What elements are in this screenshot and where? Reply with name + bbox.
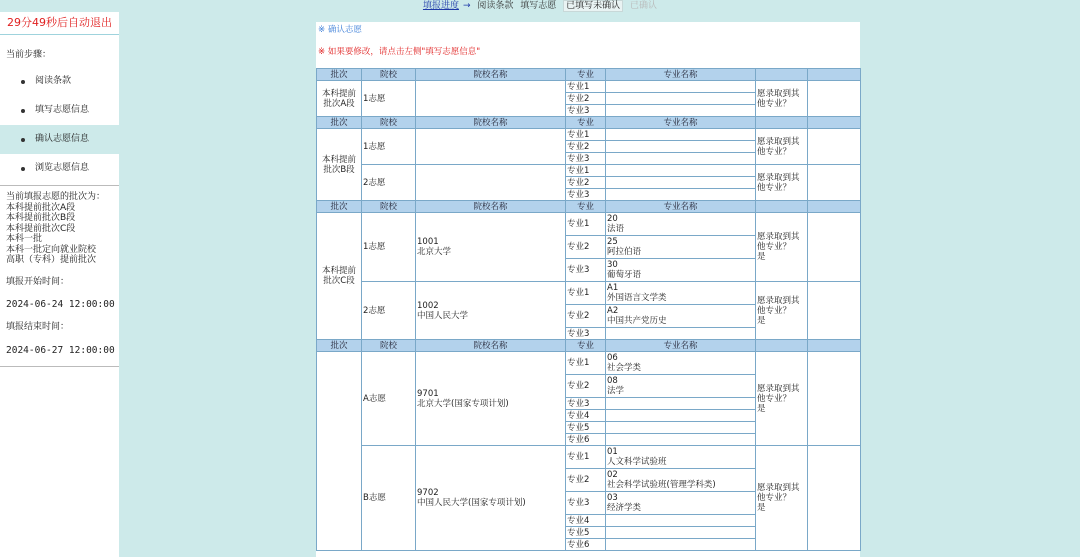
end-time-value: 2024-06-27 12:00:00 — [6, 344, 115, 356]
school-cell — [416, 213, 566, 282]
major-cell — [606, 81, 756, 93]
batch-info-label: 当前填报志愿的批次为： — [6, 192, 106, 202]
bullet-icon — [21, 80, 25, 84]
major-code: 01 — [607, 447, 618, 457]
major-code: 30 — [607, 260, 618, 270]
table-row — [317, 81, 861, 93]
school-name: 北京大学(国家专项计划) — [417, 398, 509, 409]
empty-cell — [808, 213, 861, 282]
major-cell — [606, 422, 756, 434]
school-cell — [416, 81, 566, 117]
empty-cell — [808, 81, 861, 117]
major-label: 专业1 — [566, 213, 606, 236]
major-label: 专业4 — [566, 515, 606, 527]
accept-adjust-question: 愿录取到其他专业？ — [757, 295, 800, 316]
major-label: 专业3 — [566, 153, 606, 165]
major-name: 社会科学试验班(管理学科类) — [607, 480, 716, 490]
major-cell — [606, 375, 756, 398]
table-row — [317, 446, 861, 469]
bullet-icon — [21, 109, 25, 113]
major-name: 法学 — [607, 386, 625, 396]
column-header: 批次 — [317, 117, 362, 129]
major-label: 专业1 — [566, 446, 606, 469]
major-label: 专业1 — [566, 165, 606, 177]
empty-cell — [808, 352, 861, 446]
major-cell — [606, 129, 756, 141]
major-label: 专业3 — [566, 189, 606, 201]
column-header: 专业名称 — [606, 69, 756, 81]
batch-cell: 本科提前批次A段 — [317, 81, 362, 117]
batch-info — [0, 186, 119, 266]
major-name: 中国共产党历史 — [607, 316, 667, 326]
column-header: 院校名称 — [416, 340, 566, 352]
empty-cell — [808, 282, 861, 340]
column-header: 批次 — [317, 340, 362, 352]
start-time-label: 填报开始时间： — [6, 276, 70, 287]
school-cell — [416, 446, 566, 551]
major-label: 专业6 — [566, 434, 606, 446]
progress-link[interactable]: 填报进度 — [422, 1, 459, 11]
major-name: 葡萄牙语 — [607, 270, 642, 280]
school-code: 9701 — [417, 388, 439, 399]
choice-label: 2志愿 — [362, 165, 416, 201]
column-header: 专业名称 — [606, 117, 756, 129]
accept-adjust-question: 愿录取到其他专业？ — [757, 383, 800, 404]
column-header — [808, 340, 861, 352]
sidebar-item-browse-choices[interactable] — [0, 154, 119, 183]
progress-step-confirmed: 已确认 — [630, 1, 658, 11]
major-label: 专业2 — [566, 469, 606, 492]
school-name: 中国人民大学 — [417, 310, 469, 321]
major-cell — [606, 527, 756, 539]
column-header: 专业 — [566, 340, 606, 352]
table-header-row — [317, 201, 861, 213]
school-cell — [416, 352, 566, 446]
accept-adjust-cell — [756, 81, 808, 117]
accept-adjust-cell — [756, 352, 808, 446]
accept-adjust-answer: 是 — [757, 252, 766, 262]
major-label: 专业1 — [566, 129, 606, 141]
end-time-label: 填报结束时间： — [6, 322, 70, 332]
batch-item: 本科提前批次C段 — [6, 223, 76, 234]
major-cell — [606, 410, 756, 422]
column-header: 院校 — [362, 201, 416, 213]
school-cell — [416, 129, 566, 165]
accept-adjust-answer: 是 — [757, 503, 766, 513]
major-label: 专业2 — [566, 177, 606, 189]
major-cell — [606, 141, 756, 153]
major-label: 专业3 — [566, 398, 606, 410]
major-cell — [606, 492, 756, 515]
accept-adjust-cell — [756, 213, 808, 282]
school-name: 中国人民大学(国家专项计划) — [417, 498, 526, 508]
progress-bar — [0, 0, 1080, 12]
school-name: 北京大学 — [417, 247, 452, 257]
major-label: 专业1 — [566, 81, 606, 93]
major-name: 社会学类 — [607, 363, 642, 373]
school-cell — [416, 165, 566, 201]
major-label: 专业2 — [566, 375, 606, 398]
modify-notice: ※ 如果要修改，请点击左侧"填写志愿信息" — [318, 47, 481, 57]
major-label: 专业1 — [566, 352, 606, 375]
accept-adjust-question: 愿录取到其他专业？ — [757, 136, 800, 157]
choices-table-wrap — [316, 68, 860, 551]
column-header — [756, 69, 808, 81]
batch-item: 本科一批 — [6, 234, 43, 244]
major-label: 专业3 — [566, 328, 606, 340]
major-code: 25 — [607, 237, 618, 247]
empty-cell — [808, 129, 861, 165]
choice-label: B志愿 — [362, 446, 416, 551]
major-code: 03 — [607, 493, 618, 503]
major-cell — [606, 398, 756, 410]
column-header: 批次 — [317, 201, 362, 213]
major-code: 20 — [607, 214, 618, 224]
major-label: 专业2 — [566, 305, 606, 328]
major-label: 专业1 — [566, 282, 606, 305]
major-cell — [606, 105, 756, 117]
table-row — [317, 129, 861, 141]
accept-adjust-answer: 是 — [757, 403, 766, 414]
major-cell — [606, 189, 756, 201]
column-header: 专业名称 — [606, 201, 756, 213]
major-cell — [606, 236, 756, 259]
major-cell — [606, 469, 756, 492]
batch-cell: 本科提前批次C段 — [317, 213, 362, 340]
column-header — [808, 201, 861, 213]
major-code: 06 — [607, 353, 618, 363]
table-header-row — [317, 117, 861, 129]
major-cell — [606, 282, 756, 305]
major-cell — [606, 434, 756, 446]
choices-table-body — [317, 69, 861, 551]
school-code: 1002 — [417, 300, 439, 311]
current-step-label: 当前步骤： — [6, 50, 52, 60]
school-code: 1001 — [417, 237, 439, 247]
choice-label: 1志愿 — [362, 213, 416, 282]
column-header — [756, 117, 808, 129]
major-cell — [606, 539, 756, 551]
major-code: A1 — [607, 283, 619, 293]
major-cell — [606, 213, 756, 236]
progress-step-unconfirmed: 已填写未确认 — [563, 0, 623, 12]
sidebar-item-label: 浏览志愿信息 — [35, 163, 90, 173]
major-label: 专业2 — [566, 141, 606, 153]
table-row — [317, 282, 861, 305]
sidebar-item-label: 确认志愿信息 — [35, 134, 90, 144]
major-label: 专业3 — [566, 259, 606, 282]
major-cell — [606, 165, 756, 177]
progress-step-fill: 填写志愿 — [520, 1, 557, 11]
column-header: 院校 — [362, 117, 416, 129]
major-code: 02 — [607, 470, 618, 480]
sidebar-item-label: 填写志愿信息 — [35, 105, 90, 115]
column-header: 专业 — [566, 201, 606, 213]
divider — [0, 366, 119, 367]
major-cell — [606, 328, 756, 340]
bullet-icon — [21, 138, 25, 142]
choice-label: 2志愿 — [362, 282, 416, 340]
major-name: 经济学类 — [607, 503, 642, 513]
main-panel — [316, 22, 860, 557]
sidebar-item-read-terms[interactable] — [0, 67, 119, 96]
accept-adjust-question: 愿录取到其他专业？ — [757, 232, 800, 252]
column-header: 院校名称 — [416, 69, 566, 81]
major-name: 外国语言文学类 — [607, 293, 667, 303]
major-code: A2 — [607, 306, 619, 316]
accept-adjust-answer: 是 — [757, 315, 766, 326]
major-name: 人文科学试验班 — [607, 457, 667, 467]
table-header-row — [317, 340, 861, 352]
confirm-notice: ※ 确认志愿 — [318, 25, 362, 35]
column-header: 院校 — [362, 340, 416, 352]
sidebar-item-confirm-choices[interactable] — [0, 125, 119, 154]
empty-cell — [808, 446, 861, 551]
column-header — [808, 69, 861, 81]
column-header: 批次 — [317, 69, 362, 81]
column-header: 专业名称 — [606, 340, 756, 352]
school-cell — [416, 282, 566, 340]
batch-cell: 本科提前批次B段 — [317, 129, 362, 201]
batch-item: 本科提前批次B段 — [6, 213, 76, 223]
empty-cell — [808, 165, 861, 201]
progress-step-read-terms: 阅读条款 — [477, 1, 514, 11]
accept-adjust-question: 愿录取到其他专业？ — [757, 483, 800, 503]
sidebar-item-label: 阅读条款 — [35, 76, 72, 86]
major-cell — [606, 305, 756, 328]
column-header: 院校名称 — [416, 117, 566, 129]
major-label: 专业3 — [566, 105, 606, 117]
major-name: 阿拉伯语 — [607, 247, 642, 257]
accept-adjust-cell — [756, 165, 808, 201]
progress-arrow: → — [462, 1, 471, 11]
major-cell — [606, 352, 756, 375]
major-name: 法语 — [607, 224, 625, 234]
major-cell — [606, 515, 756, 527]
major-label: 专业2 — [566, 93, 606, 105]
column-header: 专业 — [566, 117, 606, 129]
batch-cell — [317, 352, 362, 551]
major-label: 专业2 — [566, 236, 606, 259]
choice-label: 1志愿 — [362, 81, 416, 117]
column-header — [808, 117, 861, 129]
batch-item: 本科一批定向就业院校 — [6, 244, 97, 255]
table-row — [317, 352, 861, 375]
major-code: 08 — [607, 376, 618, 386]
major-cell — [606, 153, 756, 165]
choices-table — [316, 68, 861, 551]
column-header — [756, 201, 808, 213]
choice-label: A志愿 — [362, 352, 416, 446]
start-time-value: 2024-06-24 12:00:00 — [6, 299, 115, 310]
major-label: 专业6 — [566, 539, 606, 551]
column-header — [756, 340, 808, 352]
major-cell — [606, 177, 756, 189]
accept-adjust-question: 愿录取到其他专业？ — [757, 88, 800, 109]
column-header: 专业 — [566, 69, 606, 81]
sidebar-item-fill-choices[interactable] — [0, 96, 119, 125]
batch-item: 高职（专科）提前批次 — [6, 255, 97, 265]
batch-item: 本科提前批次A段 — [6, 202, 76, 213]
column-header: 院校 — [362, 69, 416, 81]
major-cell — [606, 446, 756, 469]
major-label: 专业4 — [566, 410, 606, 422]
major-cell — [606, 93, 756, 105]
accept-adjust-question: 愿录取到其他专业？ — [757, 172, 800, 193]
major-label: 专业5 — [566, 527, 606, 539]
bullet-icon — [21, 167, 25, 171]
choice-label: 1志愿 — [362, 129, 416, 165]
major-label: 专业5 — [566, 422, 606, 434]
school-code: 9702 — [417, 488, 439, 498]
major-label: 专业3 — [566, 492, 606, 515]
accept-adjust-cell — [756, 129, 808, 165]
step-list — [0, 67, 119, 183]
major-cell — [606, 259, 756, 282]
countdown-timer: 29分49秒后自动退出 — [0, 12, 119, 35]
table-row — [317, 213, 861, 236]
accept-adjust-cell — [756, 446, 808, 551]
accept-adjust-cell — [756, 282, 808, 340]
column-header: 院校名称 — [416, 201, 566, 213]
table-header-row — [317, 69, 861, 81]
table-row — [317, 165, 861, 177]
sidebar — [0, 12, 119, 557]
